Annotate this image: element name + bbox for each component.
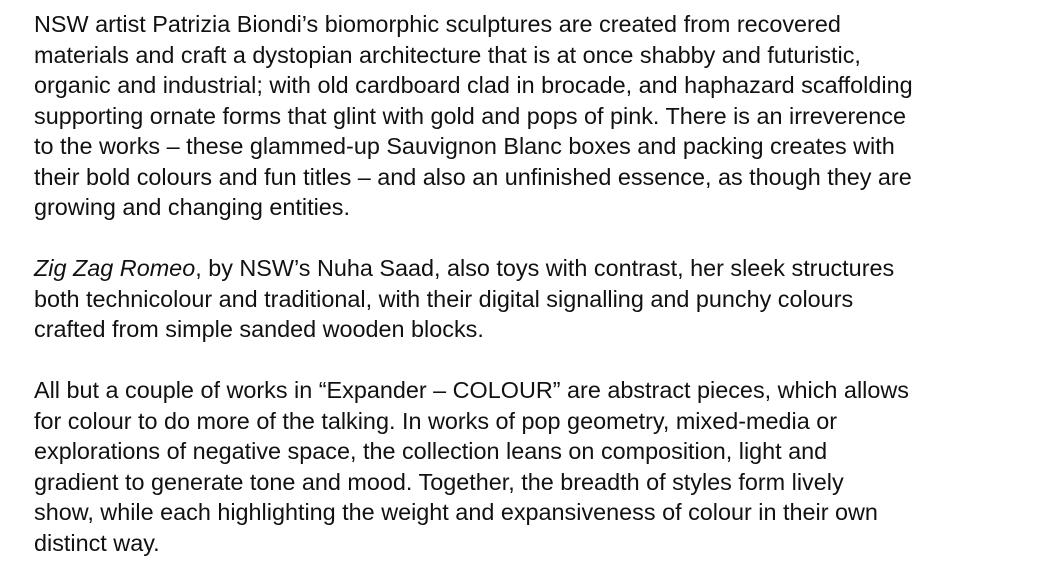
text-line: organic and industrial; with old cardboard clad in brocade, and haphazard scaffolding bbox=[34, 72, 913, 98]
text-line: distinct way. bbox=[34, 529, 160, 556]
text-line: for colour to do more of the talking. In works of pop geometry, mixed-media or bbox=[34, 407, 838, 434]
text-line: crafted from simple sanded wooden blocks. bbox=[34, 316, 484, 342]
text-line: both technicolour and traditional, with their digital signalling and punchy colours bbox=[34, 285, 854, 312]
artwork-title: Zig Zag Romeo bbox=[34, 255, 196, 281]
text-line: materials and craft a dystopian architecture that is at once shabby and futuristic, bbox=[34, 41, 861, 68]
text-line: show, while each highlighting the weight and expansiveness of colour in their own bbox=[34, 499, 878, 525]
text-line: explorations of negative space, the collection leans on composition, light and bbox=[34, 438, 828, 464]
text-line: their bold colours and fun titles – and also an unfinished essence, as though they are bbox=[34, 163, 912, 190]
text-run: , by NSW’s Nuha Saad, also toys with contrast, her sleek structures bbox=[195, 255, 895, 281]
text-line: to the works – these glammed-up Sauvignon Blanc boxes and packing creates with bbox=[34, 133, 895, 159]
article-body bbox=[34, 9, 1034, 558]
text-line: gradient to generate tone and mood. Together, the breadth of styles form lively bbox=[34, 468, 844, 495]
text-line: All but a couple of works in “Expander – COLOUR” are abstract pieces, which allows bbox=[34, 377, 909, 403]
text-line bbox=[34, 253, 1034, 284]
text-line: NSW artist Patrizia Biondi’s biomorphic sculptures are created from recovered bbox=[34, 11, 841, 37]
paragraph-expander bbox=[34, 375, 1034, 558]
text-line: supporting ornate forms that glint with gold and pops of pink. There is an irreverence bbox=[34, 102, 907, 129]
text-line: growing and changing entities. bbox=[34, 194, 350, 220]
paragraph-saad bbox=[34, 253, 1034, 345]
paragraph-biondi bbox=[34, 9, 1034, 223]
